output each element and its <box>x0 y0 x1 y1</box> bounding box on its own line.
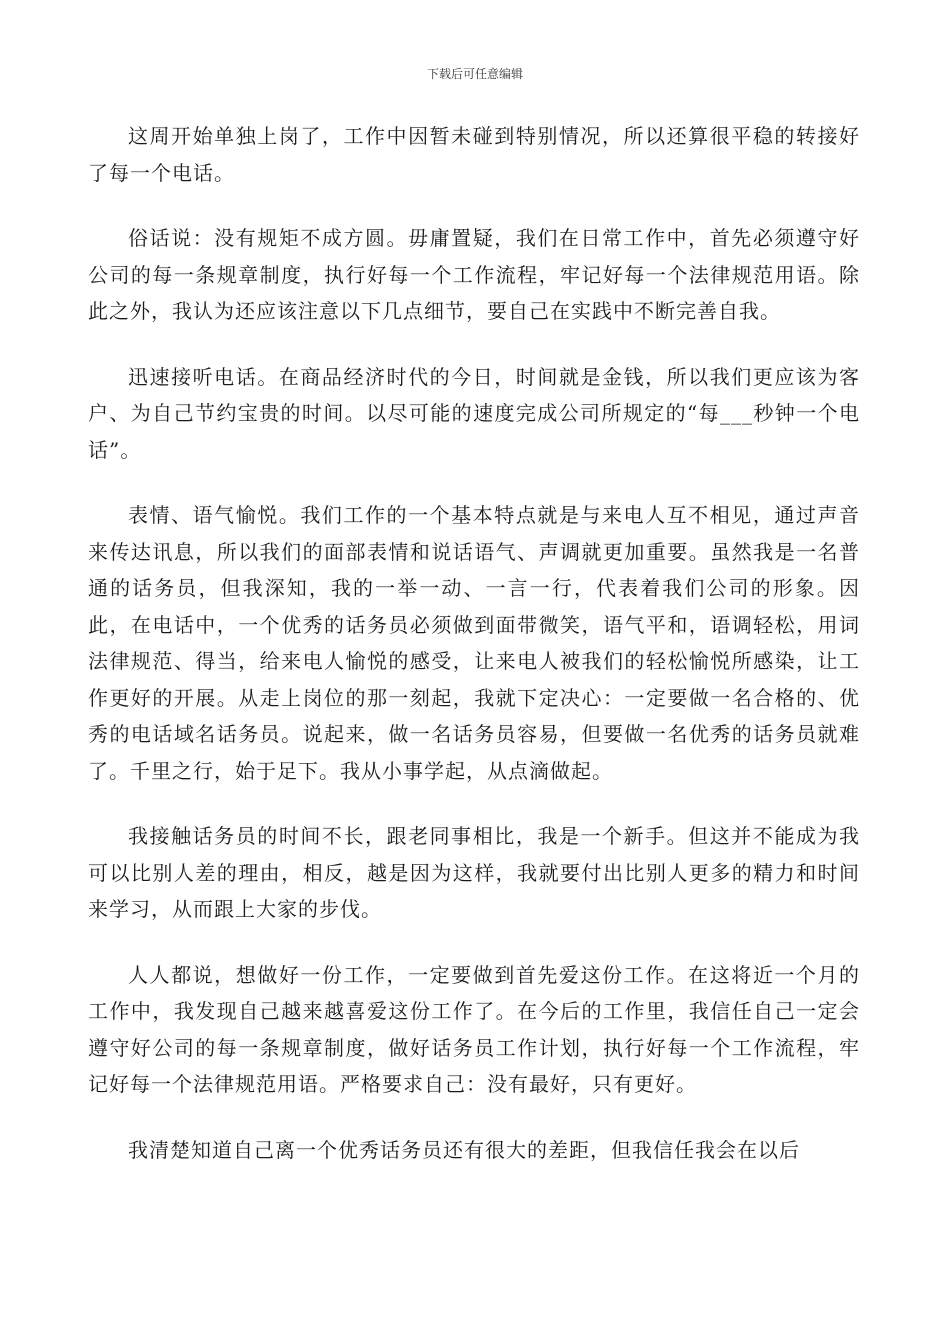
document-body <box>88 118 860 1197</box>
paragraph: 这周开始单独上岗了，工作中因暂未碰到特别情况，所以还算很平稳的转接好了每一个电话。 <box>88 124 860 185</box>
paragraph: 迅速接听电话。在商品经济时代的今日，时间就是金钱，所以我们更应该为客户、为自己节约宝贵的时间。以尽可能的速度完成公司所规定的“每___秒钟一个电话”。 <box>88 364 860 462</box>
paragraph: 人人都说，想做好一份工作，一定要做到首先爱这份工作。在这将近一个月的工作中，我发现自己越来越喜爱这份工作了。在今后的工作里，我信任自己一定会遵守好公司的每一条规章制度，做好话务员工作计划，执行好每一个工作流程，牢记好每一个法律规范用语。严格要求自己：没有最好，只有更好。 <box>88 962 860 1096</box>
paragraph: 表情、语气愉悦。我们工作的一个基本特点就是与来电人互不相见，通过声音来传达讯息，所以我们的面部表情和说话语气、声调就更加重要。虽然我是一名普通的话务员，但我深知，我的一举一动、一言一行，代表着我们公司的形象。因此，在电话中，一个优秀的话务员必须做到面带微笑，语气平和，语调轻松，用词法律规范、得当，给来电人愉悦的感受，让来电人被我们的轻松愉悦所感染，让工作更好的开展。从走上岗位的那一刻起，我就下定决心：一定要做一名合格的、优秀的电话域名话务员。说起来，做一名话务员容易，但要做一名优秀的话务员就难了。千里之行，始于足下。我从小事学起，从点滴做起。 <box>88 503 860 783</box>
paragraph: 我接触话务员的时间不长，跟老同事相比，我是一个新手。但这并不能成为我可以比别人差的理由，相反，越是因为这样，我就要付出比别人更多的精力和时间来学习，从而跟上大家的步伐。 <box>88 824 860 921</box>
paragraph: 俗话说：没有规矩不成方圆。毋庸置疑，我们在日常工作中，首先必须遵守好公司的每一条规章制度，执行好每一个工作流程，牢记好每一个法律规范用语。除此之外，我认为还应该注意以下几点细节，要自己在实践中不断完善自我。 <box>88 226 860 323</box>
download-note: 下载后可任意编辑 <box>426 67 523 81</box>
paragraph: 我清楚知道自己离一个优秀话务员还有很大的差距，但我信任我会在以后 <box>128 1137 800 1162</box>
